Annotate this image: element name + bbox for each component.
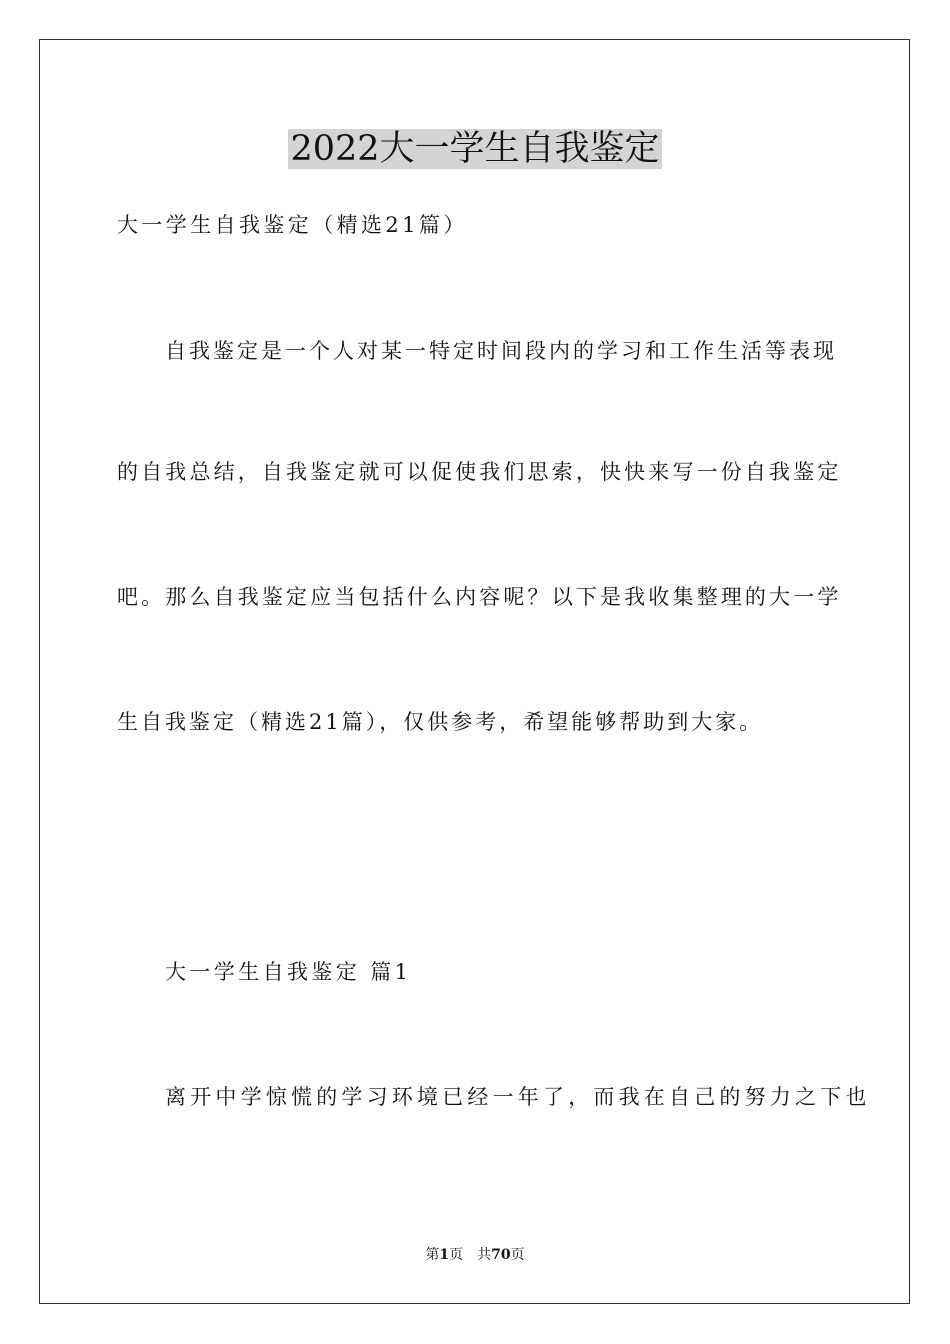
footer-total-prefix: 共 (477, 1247, 492, 1263)
intro-line-2: 的自我总结，自我鉴定就可以促使我们思索，快快来写一份自我鉴定 (117, 460, 842, 484)
footer-page-suffix: 页 (449, 1247, 464, 1263)
intro-line-3: 吧。那么自我鉴定应当包括什么内容呢？以下是我收集整理的大一学 (117, 585, 842, 609)
footer-total-pages: 70 (491, 1247, 511, 1263)
intro-line-1: 自我鉴定是一个人对某一特定时间段内的学习和工作生活等表现 (165, 339, 837, 363)
section-heading: 大一学生自我鉴定 篇1 (165, 960, 412, 984)
document-title (0, 128, 950, 170)
section-line-1: 离开中学惊慌的学习环境已经一年了，而我在自己的努力之下也 (165, 1085, 871, 1109)
footer-page-prefix: 第 (425, 1247, 440, 1263)
page-footer (0, 1246, 950, 1264)
document-subtitle: 大一学生自我鉴定（精选21篇） (117, 213, 468, 237)
document-title-text: 2022大一学生自我鉴定 (290, 129, 660, 169)
intro-line-4: 生自我鉴定（精选21篇），仅供参考，希望能够帮助到大家。 (117, 710, 764, 734)
footer-total-suffix: 页 (510, 1247, 525, 1263)
footer-page-number: 1 (439, 1247, 450, 1263)
